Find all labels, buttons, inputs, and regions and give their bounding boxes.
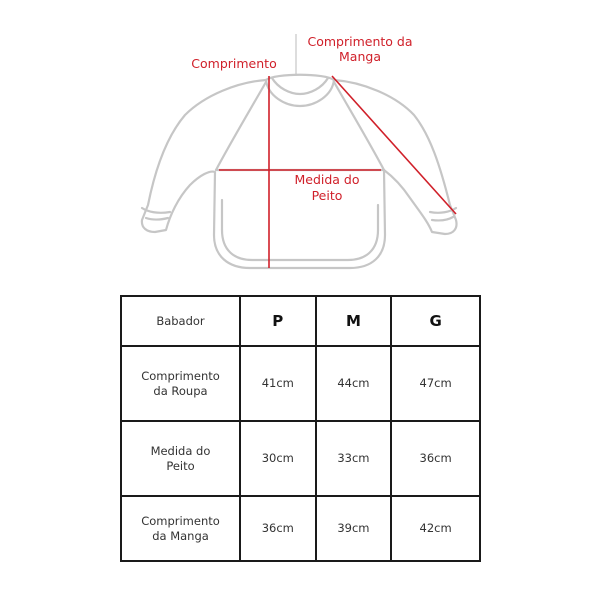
table-header-label: Babador [121,296,240,346]
table-header-row [121,296,480,346]
row-label: Comprimento da Roupa [121,346,240,421]
size-header-m: M [316,296,392,346]
table-row [121,496,480,561]
row-label: Comprimento da Manga [121,496,240,561]
comprimento-manga-label-line2: Manga [339,49,381,64]
table-row [121,346,480,421]
table-cell: 36cm [391,421,480,496]
table-cell: 44cm [316,346,392,421]
row-label: Medida do Peito [121,421,240,496]
table-cell: 47cm [391,346,480,421]
comprimento-manga-line [332,76,456,214]
table-cell: 33cm [316,421,392,496]
table-cell: 36cm [240,496,316,561]
table-cell: 41cm [240,346,316,421]
size-table [120,295,481,562]
garment-diagram [0,0,600,290]
comprimento-manga-label-line1: Comprimento da [307,34,413,49]
table-cell: 30cm [240,421,316,496]
medida-peito-label-line1: Medida do [294,172,360,187]
table-row [121,421,480,496]
size-header-g: G [391,296,480,346]
size-header-p: P [240,296,316,346]
table-cell: 42cm [391,496,480,561]
table-cell: 39cm [316,496,392,561]
medida-peito-label-line2: Peito [311,188,343,203]
comprimento-label: Comprimento [191,56,277,71]
